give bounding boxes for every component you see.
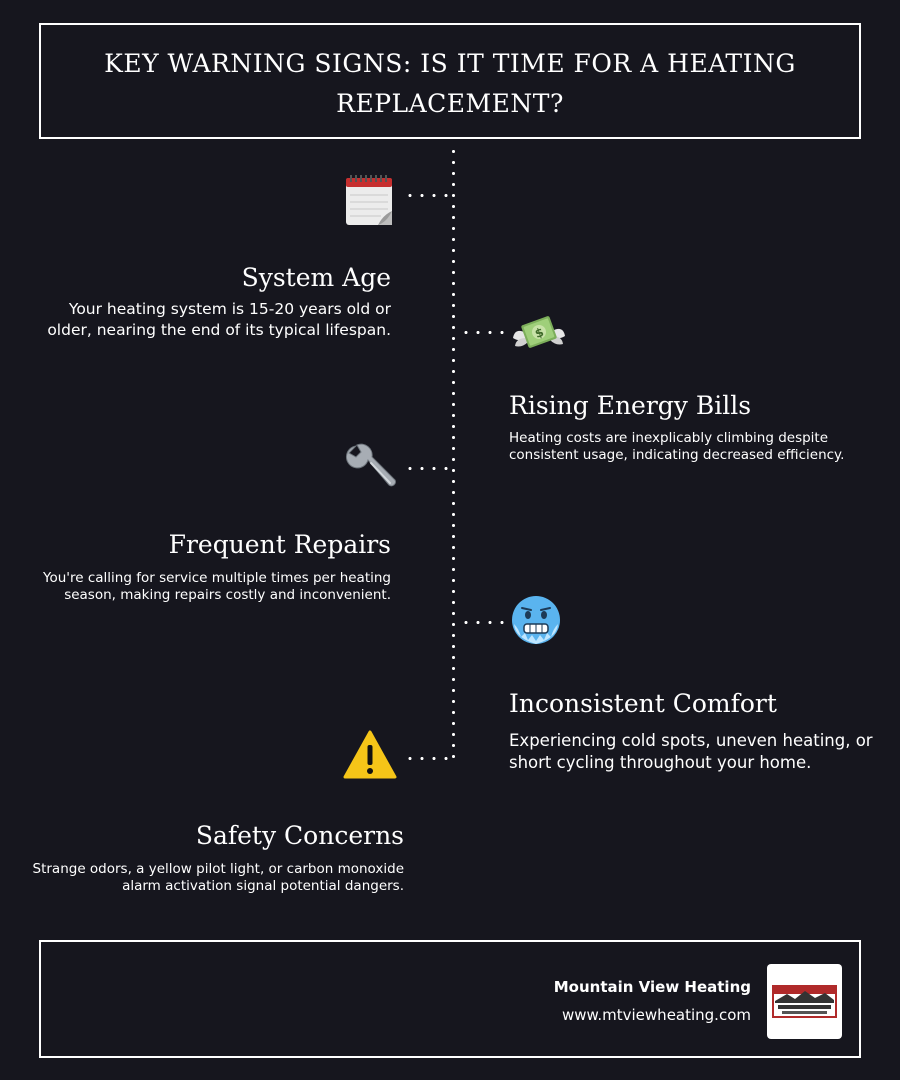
heading-frequent-repairs: Frequent Repairs <box>168 530 391 559</box>
desc-rising-energy-bills: Heating costs are inexplicably climbing despite consistent usage, indicating decreased efficiency. <box>509 430 845 463</box>
company-url[interactable]: www.mtviewheating.com <box>561 1006 751 1024</box>
cold-face-icon <box>509 593 563 647</box>
desc-system-age: Your heating system is 15-20 years old or older, nearing the end of its typical lifespan. <box>47 300 391 339</box>
heading-inconsistent-comfort: Inconsistent Comfort <box>509 689 777 718</box>
money-with-wings-icon <box>512 305 566 359</box>
connector-dots <box>460 331 508 334</box>
svg-text:$: $ <box>533 324 546 341</box>
desc-safety-concerns: Strange odors, a yellow pilot light, or carbon monoxide alarm activation signal potential dangers. <box>32 861 404 894</box>
footer-box <box>39 940 861 1058</box>
page-title: KEY WARNING SIGNS: IS IT TIME FOR A HEATING REPLACEMENT? <box>104 49 796 118</box>
wrench-icon <box>343 443 397 497</box>
company-name: Mountain View Heating <box>553 978 751 996</box>
connector-dots <box>404 467 452 470</box>
connector-dots <box>404 194 452 197</box>
heading-system-age: System Age <box>241 263 391 292</box>
connector-dots <box>460 621 508 624</box>
title-box <box>39 23 861 139</box>
calendar-icon <box>343 173 397 227</box>
heading-rising-energy-bills: Rising Energy Bills <box>509 391 752 420</box>
desc-inconsistent-comfort: Experiencing cold spots, uneven heating, or short cycling throughout your home. <box>509 731 873 772</box>
timeline-line <box>452 146 455 766</box>
connector-dots <box>404 757 452 760</box>
logo-icon <box>767 964 842 1039</box>
desc-frequent-repairs: You're calling for service multiple times per heating season, making repairs costly and inconvenient. <box>43 570 391 603</box>
company-logo <box>767 964 842 1039</box>
warning-icon <box>343 728 397 782</box>
heading-safety-concerns: Safety Concerns <box>195 821 404 850</box>
